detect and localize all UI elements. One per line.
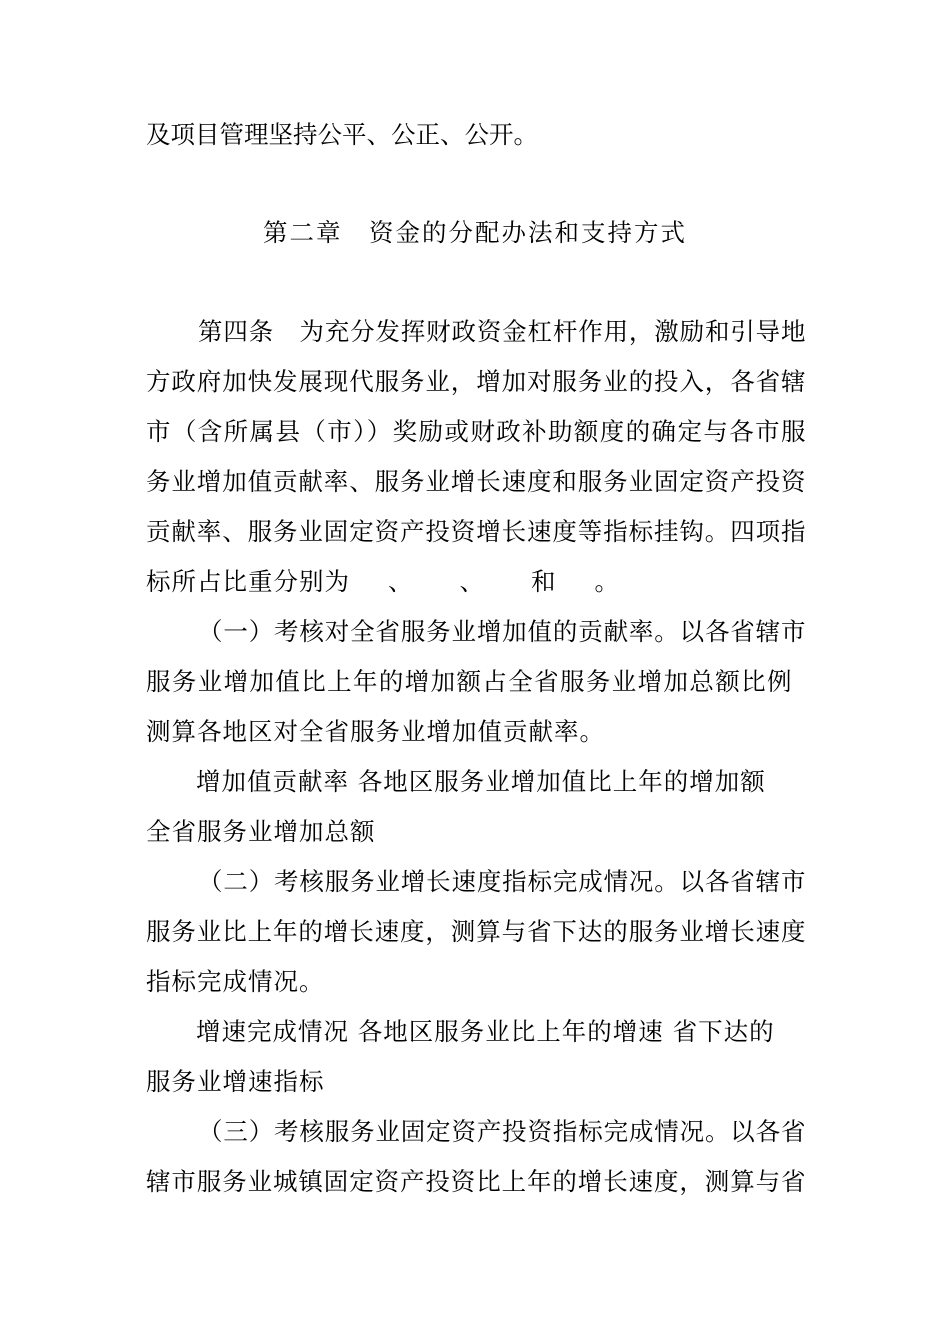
formula-1-line-1: 增加值贡献率 各地区服务业增加值比上年的增加额 [196, 767, 766, 796]
opening-line: 及项目管理坚持公平、公正、公开。 [146, 120, 538, 149]
item-2-line-1: （二）考核服务业增长速度指标完成情况。以各省辖市 [198, 867, 806, 896]
formula-2-line-1: 增速完成情况 各地区服务业比上年的增速 省下达的 [196, 1017, 775, 1046]
item-2-line-2: 服务业比上年的增长速度，测算与省下达的服务业增长速度 [146, 917, 806, 946]
weights-prefix: 标所占比重分别为 [146, 567, 350, 596]
article-4-line-2: 方政府加快发展现代服务业，增加对服务业的投入，各省辖 [146, 367, 806, 396]
chapter-heading: 第二章 资金的分配办法和支持方式 [263, 218, 687, 247]
article-4-line-5: 贡献率、服务业固定资产投资增长速度等指标挂钩。四项指 [146, 517, 806, 546]
item-3-line-1: （三）考核服务业固定资产投资指标完成情况。以各省 [198, 1117, 806, 1146]
item-1-line-1: （一）考核对全省服务业增加值的贡献率。以各省辖市 [198, 617, 806, 646]
article-4-line-1: 第四条 为充分发挥财政资金杠杆作用，激励和引导地 [198, 317, 806, 346]
item-2-line-3: 指标完成情况。 [146, 967, 325, 996]
article-4-line-3: 市（含所属县（市））奖励或财政补助额度的确定与各市服 [146, 417, 806, 446]
item-3-line-2: 辖市服务业城镇固定资产投资比上年的增长速度，测算与省 [146, 1167, 806, 1196]
weights-sep-1: 、 [388, 567, 414, 596]
item-1-line-3: 测算各地区对全省服务业增加值贡献率。 [146, 717, 605, 746]
article-4-line-4: 务业增加值贡献率、服务业增长速度和服务业固定资产投资 [146, 467, 806, 496]
article-4-line-6 [146, 564, 806, 600]
weights-end: 。 [594, 567, 620, 596]
weights-sep-3: 和 [531, 567, 557, 596]
formula-2-line-2: 服务业增速指标 [146, 1067, 325, 1096]
weights-sep-2: 、 [459, 567, 485, 596]
formula-1-line-2: 全省服务业增加总额 [146, 817, 376, 846]
item-1-line-2: 服务业增加值比上年的增加额占全省服务业增加总额比例 [146, 667, 792, 696]
